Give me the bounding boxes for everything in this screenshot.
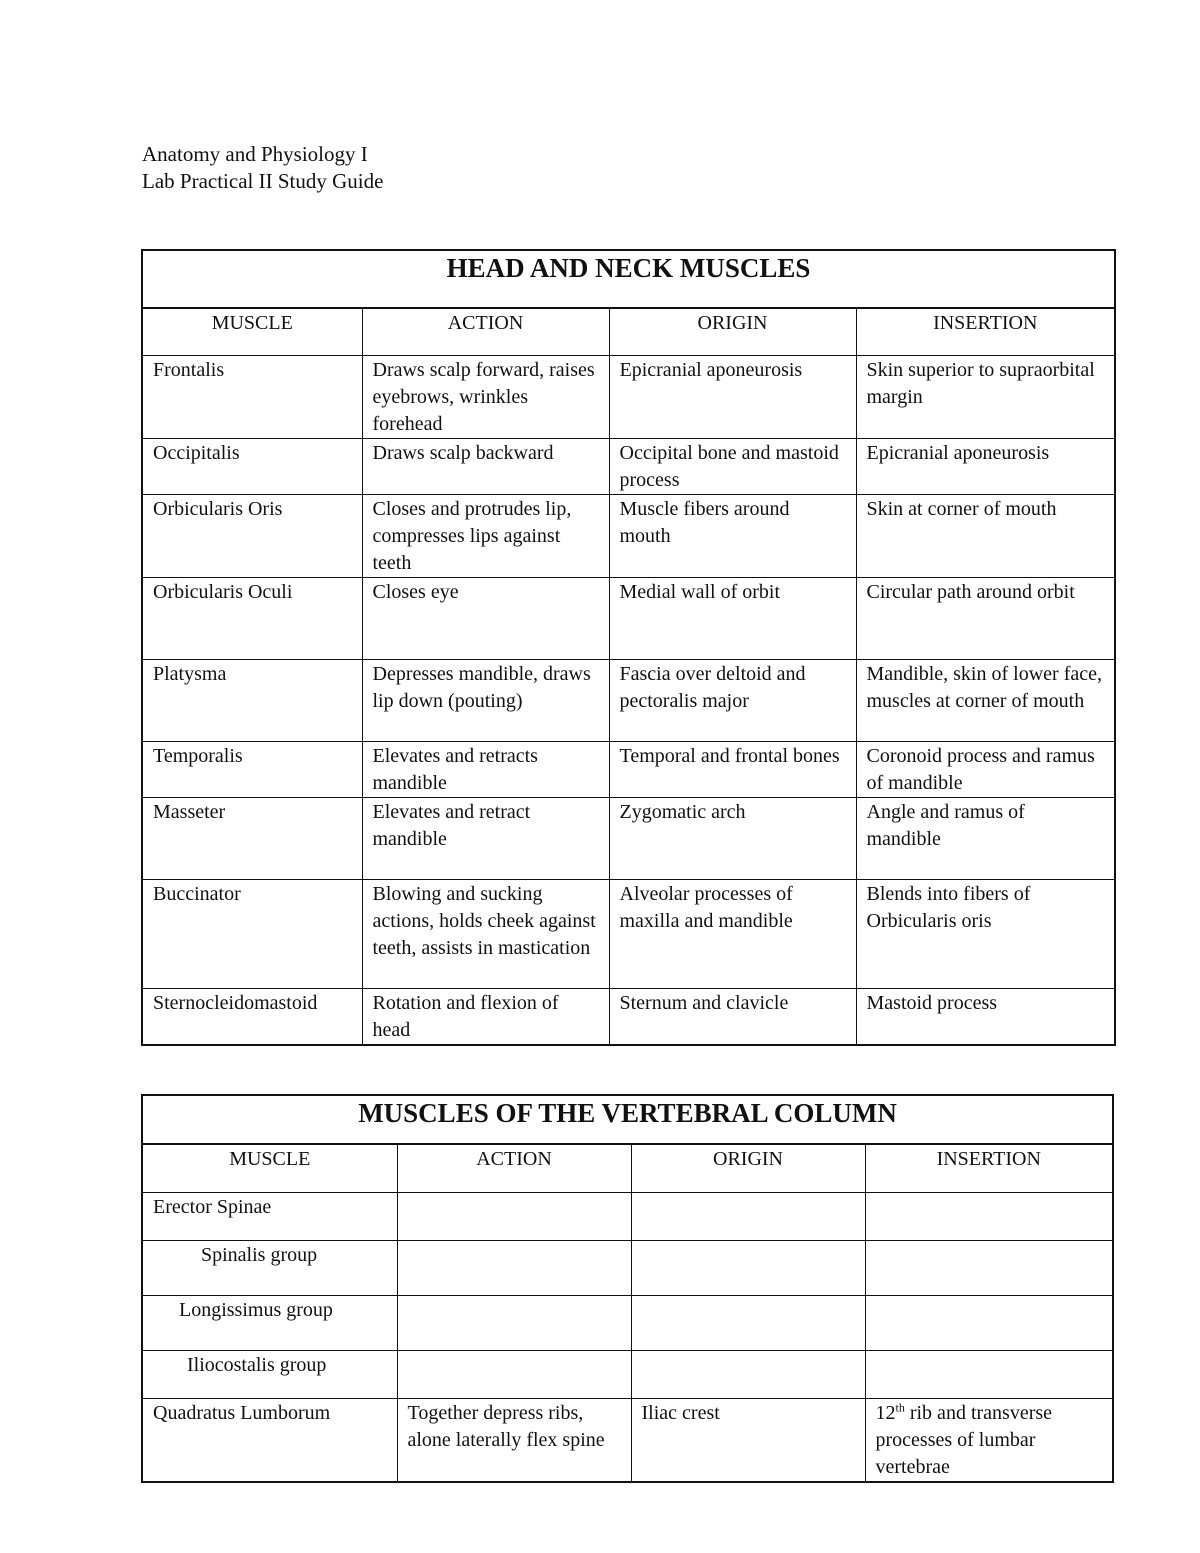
insertion-cell: Skin superior to supraorbital margin — [856, 355, 1115, 438]
insertion-cell — [865, 1295, 1113, 1350]
insertion-cell: Angle and ramus of mandible — [856, 797, 1115, 879]
origin-cell: Temporal and frontal bones — [609, 741, 856, 797]
origin-cell: Sternum and clavicle — [609, 988, 856, 1045]
table-row — [142, 741, 1115, 797]
action-cell: Blowing and sucking actions, holds cheek against teeth, assists in mastication — [362, 879, 609, 988]
origin-cell: Medial wall of orbit — [609, 577, 856, 659]
origin-cell: Epicranial aponeurosis — [609, 355, 856, 438]
origin-cell — [631, 1295, 865, 1350]
action-cell: Elevates and retract mandible — [362, 797, 609, 879]
insertion-cell: Blends into fibers of Orbicularis oris — [856, 879, 1115, 988]
origin-cell: Zygomatic arch — [609, 797, 856, 879]
course-title: Anatomy and Physiology I — [142, 142, 368, 166]
action-cell: Closes and protrudes lip, compresses lips against teeth — [362, 494, 609, 577]
insertion-cell: Mastoid process — [856, 988, 1115, 1045]
origin-cell: Muscle fibers around mouth — [609, 494, 856, 577]
muscle-cell: Temporalis — [142, 741, 362, 797]
column-header-origin: ORIGIN — [631, 1144, 865, 1192]
origin-cell: Occipital bone and mastoid process — [609, 438, 856, 494]
insertion-cell: Skin at corner of mouth — [856, 494, 1115, 577]
table-row — [142, 1295, 1113, 1350]
ordinal-suffix: th — [895, 1399, 905, 1414]
muscle-cell: Orbicularis Oculi — [142, 577, 362, 659]
column-header-muscle: MUSCLE — [142, 1144, 397, 1192]
action-cell: Rotation and flexion of head — [362, 988, 609, 1045]
action-cell: Draws scalp backward — [362, 438, 609, 494]
table-row — [142, 494, 1115, 577]
insertion-cell — [865, 1192, 1113, 1240]
table-row — [142, 1192, 1113, 1240]
muscle-cell: Sternocleidomastoid — [142, 988, 362, 1045]
insertion-cell: Circular path around orbit — [856, 577, 1115, 659]
action-cell: Draws scalp forward, raises eyebrows, wrinkles forehead — [362, 355, 609, 438]
document-header — [142, 141, 383, 195]
action-cell — [397, 1295, 631, 1350]
ordinal-number: 12 — [875, 1401, 896, 1424]
muscle-cell: Quadratus Lumborum — [142, 1398, 397, 1482]
table-row — [142, 577, 1115, 659]
column-header-action: ACTION — [362, 308, 609, 355]
table-row — [142, 988, 1115, 1045]
table-title: HEAD AND NECK MUSCLES — [142, 250, 1115, 308]
muscle-cell: Orbicularis Oris — [142, 494, 362, 577]
muscle-cell: Longissimus group — [142, 1295, 397, 1350]
insertion-cell: Coronoid process and ramus of mandible — [856, 741, 1115, 797]
action-cell: Elevates and retracts mandible — [362, 741, 609, 797]
origin-cell: Fascia over deltoid and pectoralis major — [609, 659, 856, 741]
insertion-cell — [865, 1398, 1113, 1482]
action-cell — [397, 1192, 631, 1240]
column-header-action: ACTION — [397, 1144, 631, 1192]
head-neck-muscles-table — [141, 249, 1116, 1046]
action-cell — [397, 1350, 631, 1398]
muscle-cell: Spinalis group — [142, 1240, 397, 1295]
insertion-text: rib and transverse processes of lumbar vertebrae — [875, 1401, 1053, 1478]
insertion-cell: Mandible, skin of lower face, muscles at corner of mouth — [856, 659, 1115, 741]
table-row — [142, 879, 1115, 988]
table-row — [142, 1398, 1113, 1482]
origin-cell: Iliac crest — [631, 1398, 865, 1482]
table-row — [142, 438, 1115, 494]
action-cell: Depresses mandible, draws lip down (pouting) — [362, 659, 609, 741]
table-row — [142, 1240, 1113, 1295]
action-cell: Closes eye — [362, 577, 609, 659]
muscle-cell: Iliocostalis group — [142, 1350, 397, 1398]
insertion-cell: Epicranial aponeurosis — [856, 438, 1115, 494]
table-row — [142, 355, 1115, 438]
origin-cell — [631, 1192, 865, 1240]
muscle-cell: Frontalis — [142, 355, 362, 438]
muscle-cell: Platysma — [142, 659, 362, 741]
table-row — [142, 1350, 1113, 1398]
origin-cell — [631, 1240, 865, 1295]
vertebral-column-muscles-table — [141, 1094, 1114, 1483]
insertion-cell — [865, 1240, 1113, 1295]
action-cell — [397, 1240, 631, 1295]
muscle-cell: Erector Spinae — [142, 1192, 397, 1240]
column-header-muscle: MUSCLE — [142, 308, 362, 355]
muscle-cell: Buccinator — [142, 879, 362, 988]
muscle-cell: Masseter — [142, 797, 362, 879]
table-title: MUSCLES OF THE VERTEBRAL COLUMN — [142, 1095, 1113, 1144]
guide-title: Lab Practical II Study Guide — [142, 169, 384, 193]
column-header-insertion: INSERTION — [865, 1144, 1113, 1192]
origin-cell — [631, 1350, 865, 1398]
origin-cell: Alveolar processes of maxilla and mandible — [609, 879, 856, 988]
insertion-cell — [865, 1350, 1113, 1398]
action-cell: Together depress ribs, alone laterally flex spine — [397, 1398, 631, 1482]
column-header-insertion: INSERTION — [856, 308, 1115, 355]
table-row — [142, 797, 1115, 879]
table-row — [142, 659, 1115, 741]
muscle-cell: Occipitalis — [142, 438, 362, 494]
column-header-origin: ORIGIN — [609, 308, 856, 355]
